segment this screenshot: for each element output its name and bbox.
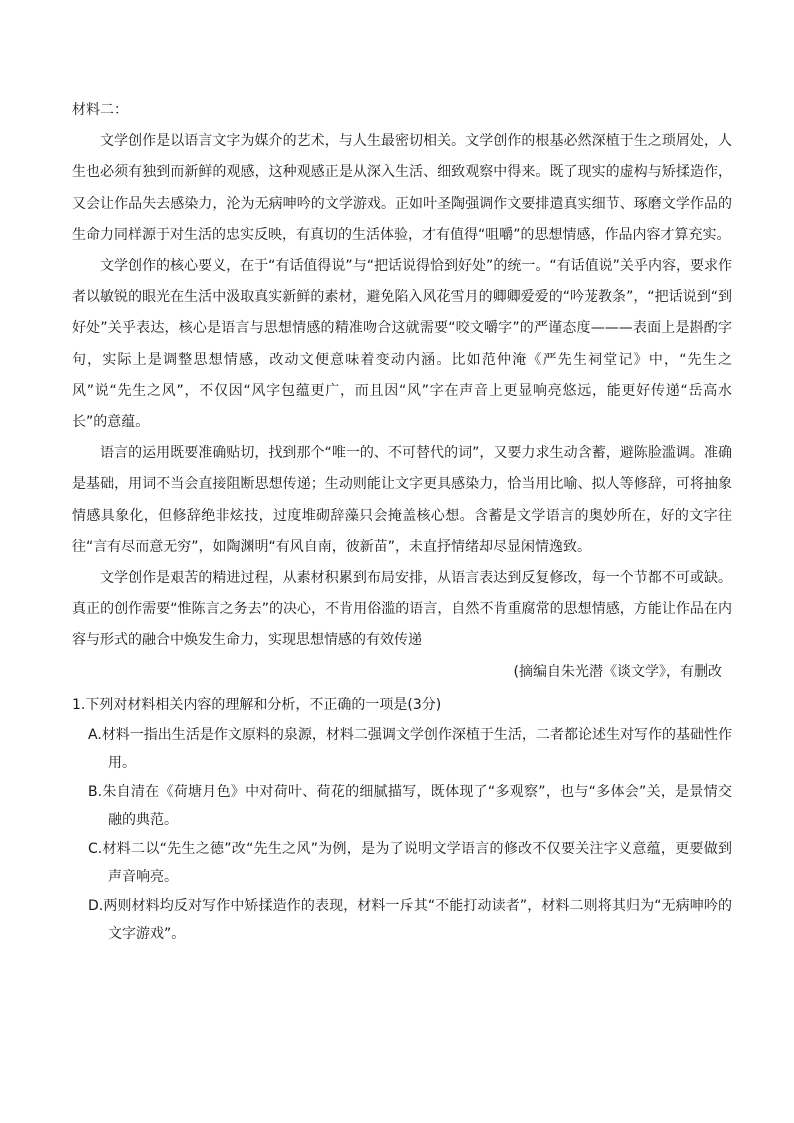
option-letter: B. [88,783,103,800]
question-text: 下列对材料相关内容的理解和分析，不正确的一项是(3分) [85,696,442,713]
source-citation: (摘编自朱光潜《谈文学》，有删改 [513,663,722,680]
option-b[interactable] [72,778,732,835]
option-text: 朱自清在《荷塘月色》中对荷叶、荷花的细腻描写，既体现了“多观察”，也与“多体会”关，是景情交融的典范。 [102,783,732,829]
option-a[interactable] [72,721,732,778]
option-text: 材料一指出生活是作文原料的泉源，材料二强调文学创作深植于生活，二者都论述生对写作的基础性作用。 [101,726,732,772]
paragraph-4: 文学创作是艰苦的精进过程，从素材积累到布局安排，从语言表达到反复修改，每一个节都不可或缺。真正的创作需要“惟陈言之务去”的决心，不肯用俗滥的语言，自然不肯重腐常的思想情感，方能让作品在内容与形式的融合中焕发生命力，实现思想情感的有效传递 [72,570,732,649]
option-list [72,721,732,949]
question-number: 1. [72,696,86,713]
document-page [72,95,732,949]
option-text: 材料二以“先生之德”改“先生之风”为例，是为了说明文学语言的修改不仅要关注字义意蕴，更要做到声音响亮。 [102,840,732,886]
option-letter: A. [88,726,102,743]
option-letter: C. [88,840,103,857]
material-label: 材料二： [72,102,128,118]
option-text: 两则材料均反对写作中矫揉造作的表现，材料一斥其“不能打动读者”，材料二则将其归为“无病呻吟的文字游戏”。 [103,897,732,943]
question-stem [72,689,732,721]
option-letter: D. [88,897,104,914]
paragraph-1: 文学创作是以语言文字为媒介的艺术，与人生最密切相关。文学创作的根基必然深植于生之琐屑处，人生也必须有独到而新鲜的观感，这种观感正是从深入生活、细致观察中得来。既了现实的虚构与矫揉造作，又会让作品失去感染力，沦为无病呻吟的文学游戏。正如叶圣陶强调作文要排遣真实细节、琢磨文学作品的生命力同样源于对生活的忠实反映，有真切的生活体验，才有值得“咀嚼”的思想情感，作品内容才算充实。 [72,133,732,243]
option-c[interactable] [72,835,732,892]
paragraph-3: 语言的运用既要准确贴切，找到那个“唯一的、不可替代的词”，又要力求生动含蓄，避陈脸滥调。准确是基础，用词不当会直接阻断思想传递；生动则能让文字更具感染力，恰当用比喻、拟人等修辞，可将抽象情感具象化，但修辞绝非炫技，过度堆砌辞藻只会掩盖核心想。含蓄是文学语言的奥妙所在，好的文字往往“言有尽而意无穷”，如陶渊明“有风自南，彼新苗”，未直抒情绪却尽显闲情逸致。 [72,445,732,555]
paragraph-2: 文学创作的核心要义，在于“有话值得说”与“把话说得恰到好处”的统一。“有话值说”关乎内容，要求作者以敏锐的眼光在生活中汲取真实新鲜的素材，避免陷入风花雪月的卿卿爱爱的“吟茏教条”，“把话说到“到好处”关乎表达，核心是语言与思想情感的精准吻合这就需要“咬文嚼字”的严谨态度———表面上是斟酌字句，实际上是调整思想情感，改动文便意味着变动内涵。比如范仲淹《严先生祠堂记》中，“先生之风”说“先生之风”，不仅因“风字包蕴更广，而且因“风”字在声音上更显响亮悠远，能更好传递“岳高水长”的意蕴。 [72,258,732,431]
option-d[interactable] [72,892,732,949]
